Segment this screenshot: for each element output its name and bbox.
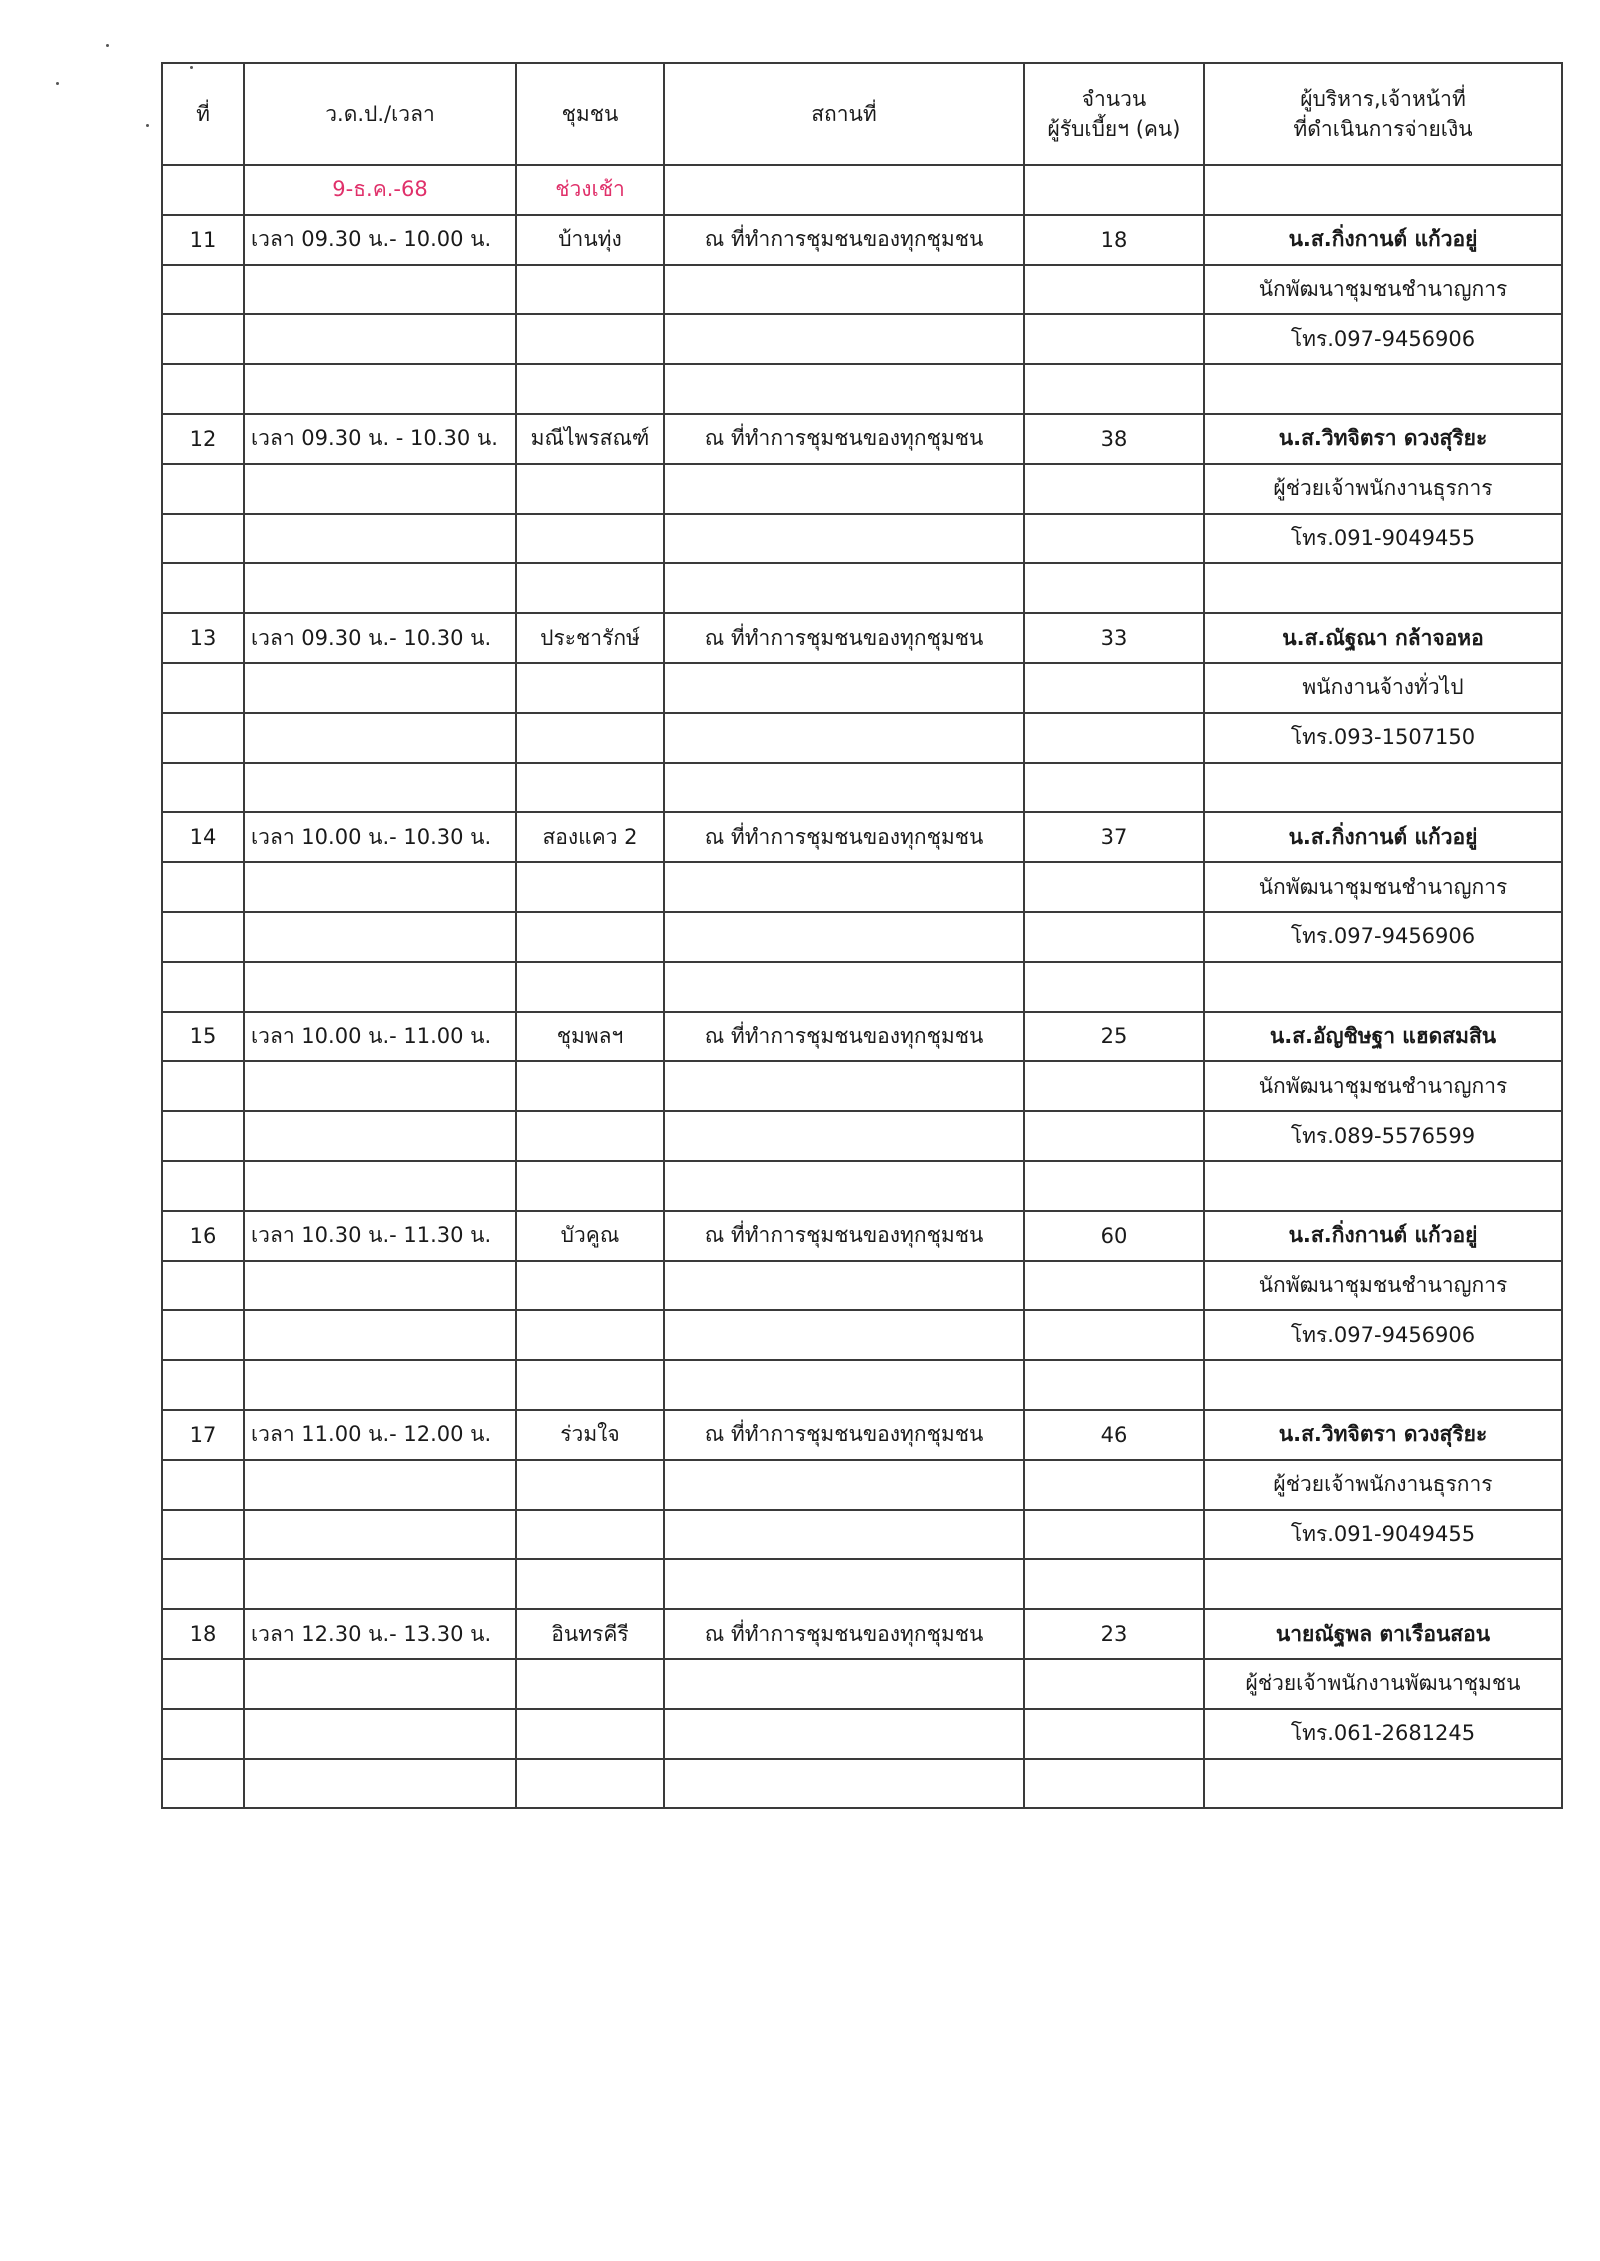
cell-empty xyxy=(244,1460,516,1510)
cell-empty xyxy=(516,1659,664,1709)
cell-empty xyxy=(1204,1360,1562,1410)
cell-empty xyxy=(162,1310,244,1360)
cell-empty xyxy=(162,862,244,912)
officer-role-cell: พนักงานจ้างทั่วไป xyxy=(1204,663,1562,713)
officer-phone-cell: โทร.089-5576599 xyxy=(1204,1111,1562,1161)
cell-empty xyxy=(516,265,664,315)
cell-empty xyxy=(1024,1261,1204,1311)
officer-phone-cell: โทร.097-9456906 xyxy=(1204,1310,1562,1360)
table-row-spacer xyxy=(162,1161,1562,1211)
cell-empty xyxy=(244,962,516,1012)
cell-empty xyxy=(516,912,664,962)
cell-empty xyxy=(162,1161,244,1211)
cell-empty xyxy=(162,1061,244,1111)
count-cell: 18 xyxy=(1024,215,1204,265)
officer-name-cell: น.ส.วิทจิตรา ดวงสุริยะ xyxy=(1204,414,1562,464)
officer-role-cell: ผู้ช่วยเจ้าพนักงานธุรการ xyxy=(1204,464,1562,514)
time-cell: เวลา 12.30 น.- 13.30 น. xyxy=(244,1609,516,1659)
table-row-main xyxy=(162,414,1562,464)
place-cell: ณ ที่ทำการชุมชนของทุกชุมชน xyxy=(664,414,1024,464)
cell-empty xyxy=(516,464,664,514)
community-cell: บัวคูณ xyxy=(516,1211,664,1261)
row-number: 17 xyxy=(162,1410,244,1460)
cell-empty xyxy=(664,314,1024,364)
community-cell: สองแคว 2 xyxy=(516,812,664,862)
payment-schedule-table xyxy=(161,62,1563,1809)
count-cell: 23 xyxy=(1024,1609,1204,1659)
cell-empty xyxy=(162,1709,244,1759)
scan-speck xyxy=(146,124,149,127)
cell-empty xyxy=(244,1111,516,1161)
cell-empty xyxy=(1024,1709,1204,1759)
cell-empty xyxy=(664,1161,1024,1211)
cell-empty xyxy=(1024,563,1204,613)
cell-empty xyxy=(516,1111,664,1161)
cell-empty xyxy=(516,663,664,713)
cell-empty xyxy=(162,1261,244,1311)
scan-speck xyxy=(56,82,59,85)
date-row xyxy=(162,165,1562,215)
cell-empty xyxy=(664,165,1024,215)
cell-empty xyxy=(664,1360,1024,1410)
table-row-main xyxy=(162,1410,1562,1460)
cell-empty xyxy=(162,165,244,215)
cell-empty xyxy=(516,1709,664,1759)
community-cell: ชุมพลฯ xyxy=(516,1012,664,1062)
header-officer xyxy=(1204,63,1562,165)
table-row-phone xyxy=(162,514,1562,564)
count-cell: 46 xyxy=(1024,1410,1204,1460)
header-community: ชุมชน xyxy=(516,63,664,165)
officer-role-cell: นักพัฒนาชุมชนชำนาญการ xyxy=(1204,1061,1562,1111)
cell-empty xyxy=(516,1261,664,1311)
table-row-role xyxy=(162,1460,1562,1510)
cell-empty xyxy=(1024,1559,1204,1609)
cell-empty xyxy=(244,1559,516,1609)
cell-empty xyxy=(516,563,664,613)
officer-role-cell: ผู้ช่วยเจ้าพนักงานพัฒนาชุมชน xyxy=(1204,1659,1562,1709)
cell-empty xyxy=(162,713,244,763)
row-number: 12 xyxy=(162,414,244,464)
cell-empty xyxy=(244,314,516,364)
cell-empty xyxy=(162,364,244,414)
cell-empty xyxy=(244,265,516,315)
cell-empty xyxy=(244,364,516,414)
cell-empty xyxy=(1204,1161,1562,1211)
cell-empty xyxy=(1024,912,1204,962)
table-row-spacer xyxy=(162,962,1562,1012)
cell-empty xyxy=(244,763,516,813)
cell-empty xyxy=(516,1460,664,1510)
cell-empty xyxy=(1204,563,1562,613)
cell-empty xyxy=(244,713,516,763)
time-cell: เวลา 10.00 น.- 11.00 น. xyxy=(244,1012,516,1062)
table-row-role xyxy=(162,862,1562,912)
cell-empty xyxy=(1024,1510,1204,1560)
cell-empty xyxy=(1204,364,1562,414)
count-cell: 37 xyxy=(1024,812,1204,862)
count-cell: 33 xyxy=(1024,613,1204,663)
cell-empty xyxy=(244,912,516,962)
community-cell: มณีไพรสณฑ์ xyxy=(516,414,664,464)
cell-empty xyxy=(162,962,244,1012)
cell-empty xyxy=(162,1759,244,1809)
cell-empty xyxy=(1024,1061,1204,1111)
table-row-spacer xyxy=(162,1559,1562,1609)
cell-empty xyxy=(516,763,664,813)
table-row-main xyxy=(162,1211,1562,1261)
cell-empty xyxy=(1204,165,1562,215)
community-cell: ประชารักษ์ xyxy=(516,613,664,663)
cell-empty xyxy=(244,1709,516,1759)
cell-empty xyxy=(664,1510,1024,1560)
cell-empty xyxy=(244,1261,516,1311)
table-row-spacer xyxy=(162,364,1562,414)
table-row-role xyxy=(162,265,1562,315)
cell-empty xyxy=(664,1460,1024,1510)
cell-empty xyxy=(162,464,244,514)
table-row-main xyxy=(162,215,1562,265)
officer-phone-cell: โทร.097-9456906 xyxy=(1204,912,1562,962)
cell-empty xyxy=(1204,763,1562,813)
cell-empty xyxy=(1024,364,1204,414)
scan-speck xyxy=(106,44,109,47)
cell-empty xyxy=(244,1310,516,1360)
officer-role-cell: นักพัฒนาชุมชนชำนาญการ xyxy=(1204,862,1562,912)
count-cell: 38 xyxy=(1024,414,1204,464)
cell-empty xyxy=(1024,464,1204,514)
cell-empty xyxy=(664,1310,1024,1360)
count-cell: 60 xyxy=(1024,1211,1204,1261)
cell-empty xyxy=(244,464,516,514)
row-number: 16 xyxy=(162,1211,244,1261)
cell-empty xyxy=(664,563,1024,613)
count-cell: 25 xyxy=(1024,1012,1204,1062)
cell-empty xyxy=(162,1360,244,1410)
place-cell: ณ ที่ทำการชุมชนของทุกชุมชน xyxy=(664,613,1024,663)
cell-empty xyxy=(516,1759,664,1809)
cell-empty xyxy=(244,1659,516,1709)
cell-empty xyxy=(664,1709,1024,1759)
cell-empty xyxy=(516,514,664,564)
cell-empty xyxy=(516,1510,664,1560)
cell-empty xyxy=(664,364,1024,414)
time-cell: เวลา 09.30 น.- 10.30 น. xyxy=(244,613,516,663)
cell-empty xyxy=(516,962,664,1012)
cell-empty xyxy=(244,663,516,713)
cell-empty xyxy=(516,1559,664,1609)
header-officer-line2: ที่ดำเนินการจ่ายเงิน xyxy=(1293,117,1473,141)
table-row-phone xyxy=(162,1510,1562,1560)
time-cell: เวลา 11.00 น.- 12.00 น. xyxy=(244,1410,516,1460)
table-row-phone xyxy=(162,713,1562,763)
cell-empty xyxy=(162,563,244,613)
table-row-phone xyxy=(162,1709,1562,1759)
place-cell: ณ ที่ทำการชุมชนของทุกชุมชน xyxy=(664,812,1024,862)
table-row-spacer xyxy=(162,1759,1562,1809)
table-row-spacer xyxy=(162,763,1562,813)
cell-empty xyxy=(664,1659,1024,1709)
cell-empty xyxy=(1024,1360,1204,1410)
cell-empty xyxy=(1204,1559,1562,1609)
header-officer-line1: ผู้บริหาร,เจ้าหน้าที่ xyxy=(1300,86,1466,111)
cell-empty xyxy=(244,1161,516,1211)
cell-empty xyxy=(1024,713,1204,763)
cell-empty xyxy=(516,1360,664,1410)
header-count xyxy=(1024,63,1204,165)
table-row-phone xyxy=(162,314,1562,364)
officer-name-cell: น.ส.กิ่งกานต์ แก้วอยู่ xyxy=(1204,812,1562,862)
row-number: 15 xyxy=(162,1012,244,1062)
community-cell: อินทรคีรี xyxy=(516,1609,664,1659)
cell-empty xyxy=(1024,763,1204,813)
row-number: 14 xyxy=(162,812,244,862)
date-cell: 9-ธ.ค.-68 xyxy=(244,165,516,215)
cell-empty xyxy=(664,1111,1024,1161)
table-row-spacer xyxy=(162,1360,1562,1410)
place-cell: ณ ที่ทำการชุมชนของทุกชุมชน xyxy=(664,215,1024,265)
table-row-role xyxy=(162,464,1562,514)
place-cell: ณ ที่ทำการชุมชนของทุกชุมชน xyxy=(664,1410,1024,1460)
header-count-line2: ผู้รับเบี้ยฯ (คน) xyxy=(1047,117,1181,141)
cell-empty xyxy=(516,713,664,763)
officer-name-cell: นายณัฐพล ตาเรือนสอน xyxy=(1204,1609,1562,1659)
cell-empty xyxy=(162,1659,244,1709)
cell-empty xyxy=(516,862,664,912)
cell-empty xyxy=(244,514,516,564)
table-row-main xyxy=(162,812,1562,862)
cell-empty xyxy=(162,1559,244,1609)
cell-empty xyxy=(664,464,1024,514)
header-date-time: ว.ด.ป./เวลา xyxy=(244,63,516,165)
table-row-main xyxy=(162,1012,1562,1062)
cell-empty xyxy=(1024,1460,1204,1510)
table-row-phone xyxy=(162,1310,1562,1360)
cell-empty xyxy=(244,1759,516,1809)
table-row-main xyxy=(162,613,1562,663)
table-row-role xyxy=(162,1261,1562,1311)
cell-empty xyxy=(664,663,1024,713)
place-cell: ณ ที่ทำการชุมชนของทุกชุมชน xyxy=(664,1609,1024,1659)
time-cell: เวลา 10.30 น.- 11.30 น. xyxy=(244,1211,516,1261)
cell-empty xyxy=(1204,962,1562,1012)
cell-empty xyxy=(1024,165,1204,215)
cell-empty xyxy=(664,862,1024,912)
cell-empty xyxy=(244,1510,516,1560)
cell-empty xyxy=(162,265,244,315)
cell-empty xyxy=(516,314,664,364)
table-row-role xyxy=(162,663,1562,713)
row-number: 18 xyxy=(162,1609,244,1659)
place-cell: ณ ที่ทำการชุมชนของทุกชุมชน xyxy=(664,1012,1024,1062)
time-cell: เวลา 10.00 น.- 10.30 น. xyxy=(244,812,516,862)
cell-empty xyxy=(162,763,244,813)
cell-empty xyxy=(1024,514,1204,564)
officer-role-cell: นักพัฒนาชุมชนชำนาญการ xyxy=(1204,1261,1562,1311)
cell-empty xyxy=(162,1111,244,1161)
community-cell: ร่วมใจ xyxy=(516,1410,664,1460)
cell-empty xyxy=(664,1759,1024,1809)
cell-empty xyxy=(244,1061,516,1111)
officer-name-cell: น.ส.กิ่งกานต์ แก้วอยู่ xyxy=(1204,1211,1562,1261)
officer-phone-cell: โทร.093-1507150 xyxy=(1204,713,1562,763)
cell-empty xyxy=(1024,962,1204,1012)
community-cell: บ้านทุ่ง xyxy=(516,215,664,265)
cell-empty xyxy=(664,265,1024,315)
header-place: สถานที่ xyxy=(664,63,1024,165)
cell-empty xyxy=(162,314,244,364)
cell-empty xyxy=(664,763,1024,813)
cell-empty xyxy=(244,862,516,912)
cell-empty xyxy=(516,1310,664,1360)
cell-empty xyxy=(162,1460,244,1510)
officer-name-cell: น.ส.วิทจิตรา ดวงสุริยะ xyxy=(1204,1410,1562,1460)
officer-phone-cell: โทร.091-9049455 xyxy=(1204,514,1562,564)
cell-empty xyxy=(664,1061,1024,1111)
cell-empty xyxy=(664,713,1024,763)
cell-empty xyxy=(162,912,244,962)
cell-empty xyxy=(664,514,1024,564)
cell-empty xyxy=(1024,1659,1204,1709)
cell-empty xyxy=(162,1510,244,1560)
cell-empty xyxy=(1204,1759,1562,1809)
period-cell: ช่วงเช้า xyxy=(516,165,664,215)
cell-empty xyxy=(1024,1310,1204,1360)
officer-name-cell: น.ส.กิ่งกานต์ แก้วอยู่ xyxy=(1204,215,1562,265)
officer-name-cell: น.ส.อัญชิษฐา แฮดสมสิน xyxy=(1204,1012,1562,1062)
row-number: 13 xyxy=(162,613,244,663)
officer-phone-cell: โทร.097-9456906 xyxy=(1204,314,1562,364)
cell-empty xyxy=(664,962,1024,1012)
cell-empty xyxy=(516,1161,664,1211)
table-row-role xyxy=(162,1659,1562,1709)
cell-empty xyxy=(516,1061,664,1111)
header-no: ที่ xyxy=(162,63,244,165)
table-row-main xyxy=(162,1609,1562,1659)
table-row-role xyxy=(162,1061,1562,1111)
cell-empty xyxy=(1024,265,1204,315)
table-row-phone xyxy=(162,912,1562,962)
cell-empty xyxy=(162,663,244,713)
officer-role-cell: ผู้ช่วยเจ้าพนักงานธุรการ xyxy=(1204,1460,1562,1510)
table-row-phone xyxy=(162,1111,1562,1161)
table-row-spacer xyxy=(162,563,1562,613)
cell-empty xyxy=(664,1261,1024,1311)
cell-empty xyxy=(244,1360,516,1410)
officer-phone-cell: โทร.061-2681245 xyxy=(1204,1709,1562,1759)
cell-empty xyxy=(1024,862,1204,912)
officer-name-cell: น.ส.ณัฐณา กล้าจอหอ xyxy=(1204,613,1562,663)
cell-empty xyxy=(516,364,664,414)
header-count-line1: จำนวน xyxy=(1081,86,1147,111)
cell-empty xyxy=(1024,663,1204,713)
time-cell: เวลา 09.30 น.- 10.00 น. xyxy=(244,215,516,265)
header-row xyxy=(162,63,1562,165)
cell-empty xyxy=(1024,1161,1204,1211)
officer-role-cell: นักพัฒนาชุมชนชำนาญการ xyxy=(1204,265,1562,315)
cell-empty xyxy=(1024,1111,1204,1161)
cell-empty xyxy=(1024,1759,1204,1809)
cell-empty xyxy=(162,514,244,564)
row-number: 11 xyxy=(162,215,244,265)
cell-empty xyxy=(664,912,1024,962)
cell-empty xyxy=(244,563,516,613)
time-cell: เวลา 09.30 น. - 10.30 น. xyxy=(244,414,516,464)
cell-empty xyxy=(1024,314,1204,364)
cell-empty xyxy=(664,1559,1024,1609)
officer-phone-cell: โทร.091-9049455 xyxy=(1204,1510,1562,1560)
place-cell: ณ ที่ทำการชุมชนของทุกชุมชน xyxy=(664,1211,1024,1261)
